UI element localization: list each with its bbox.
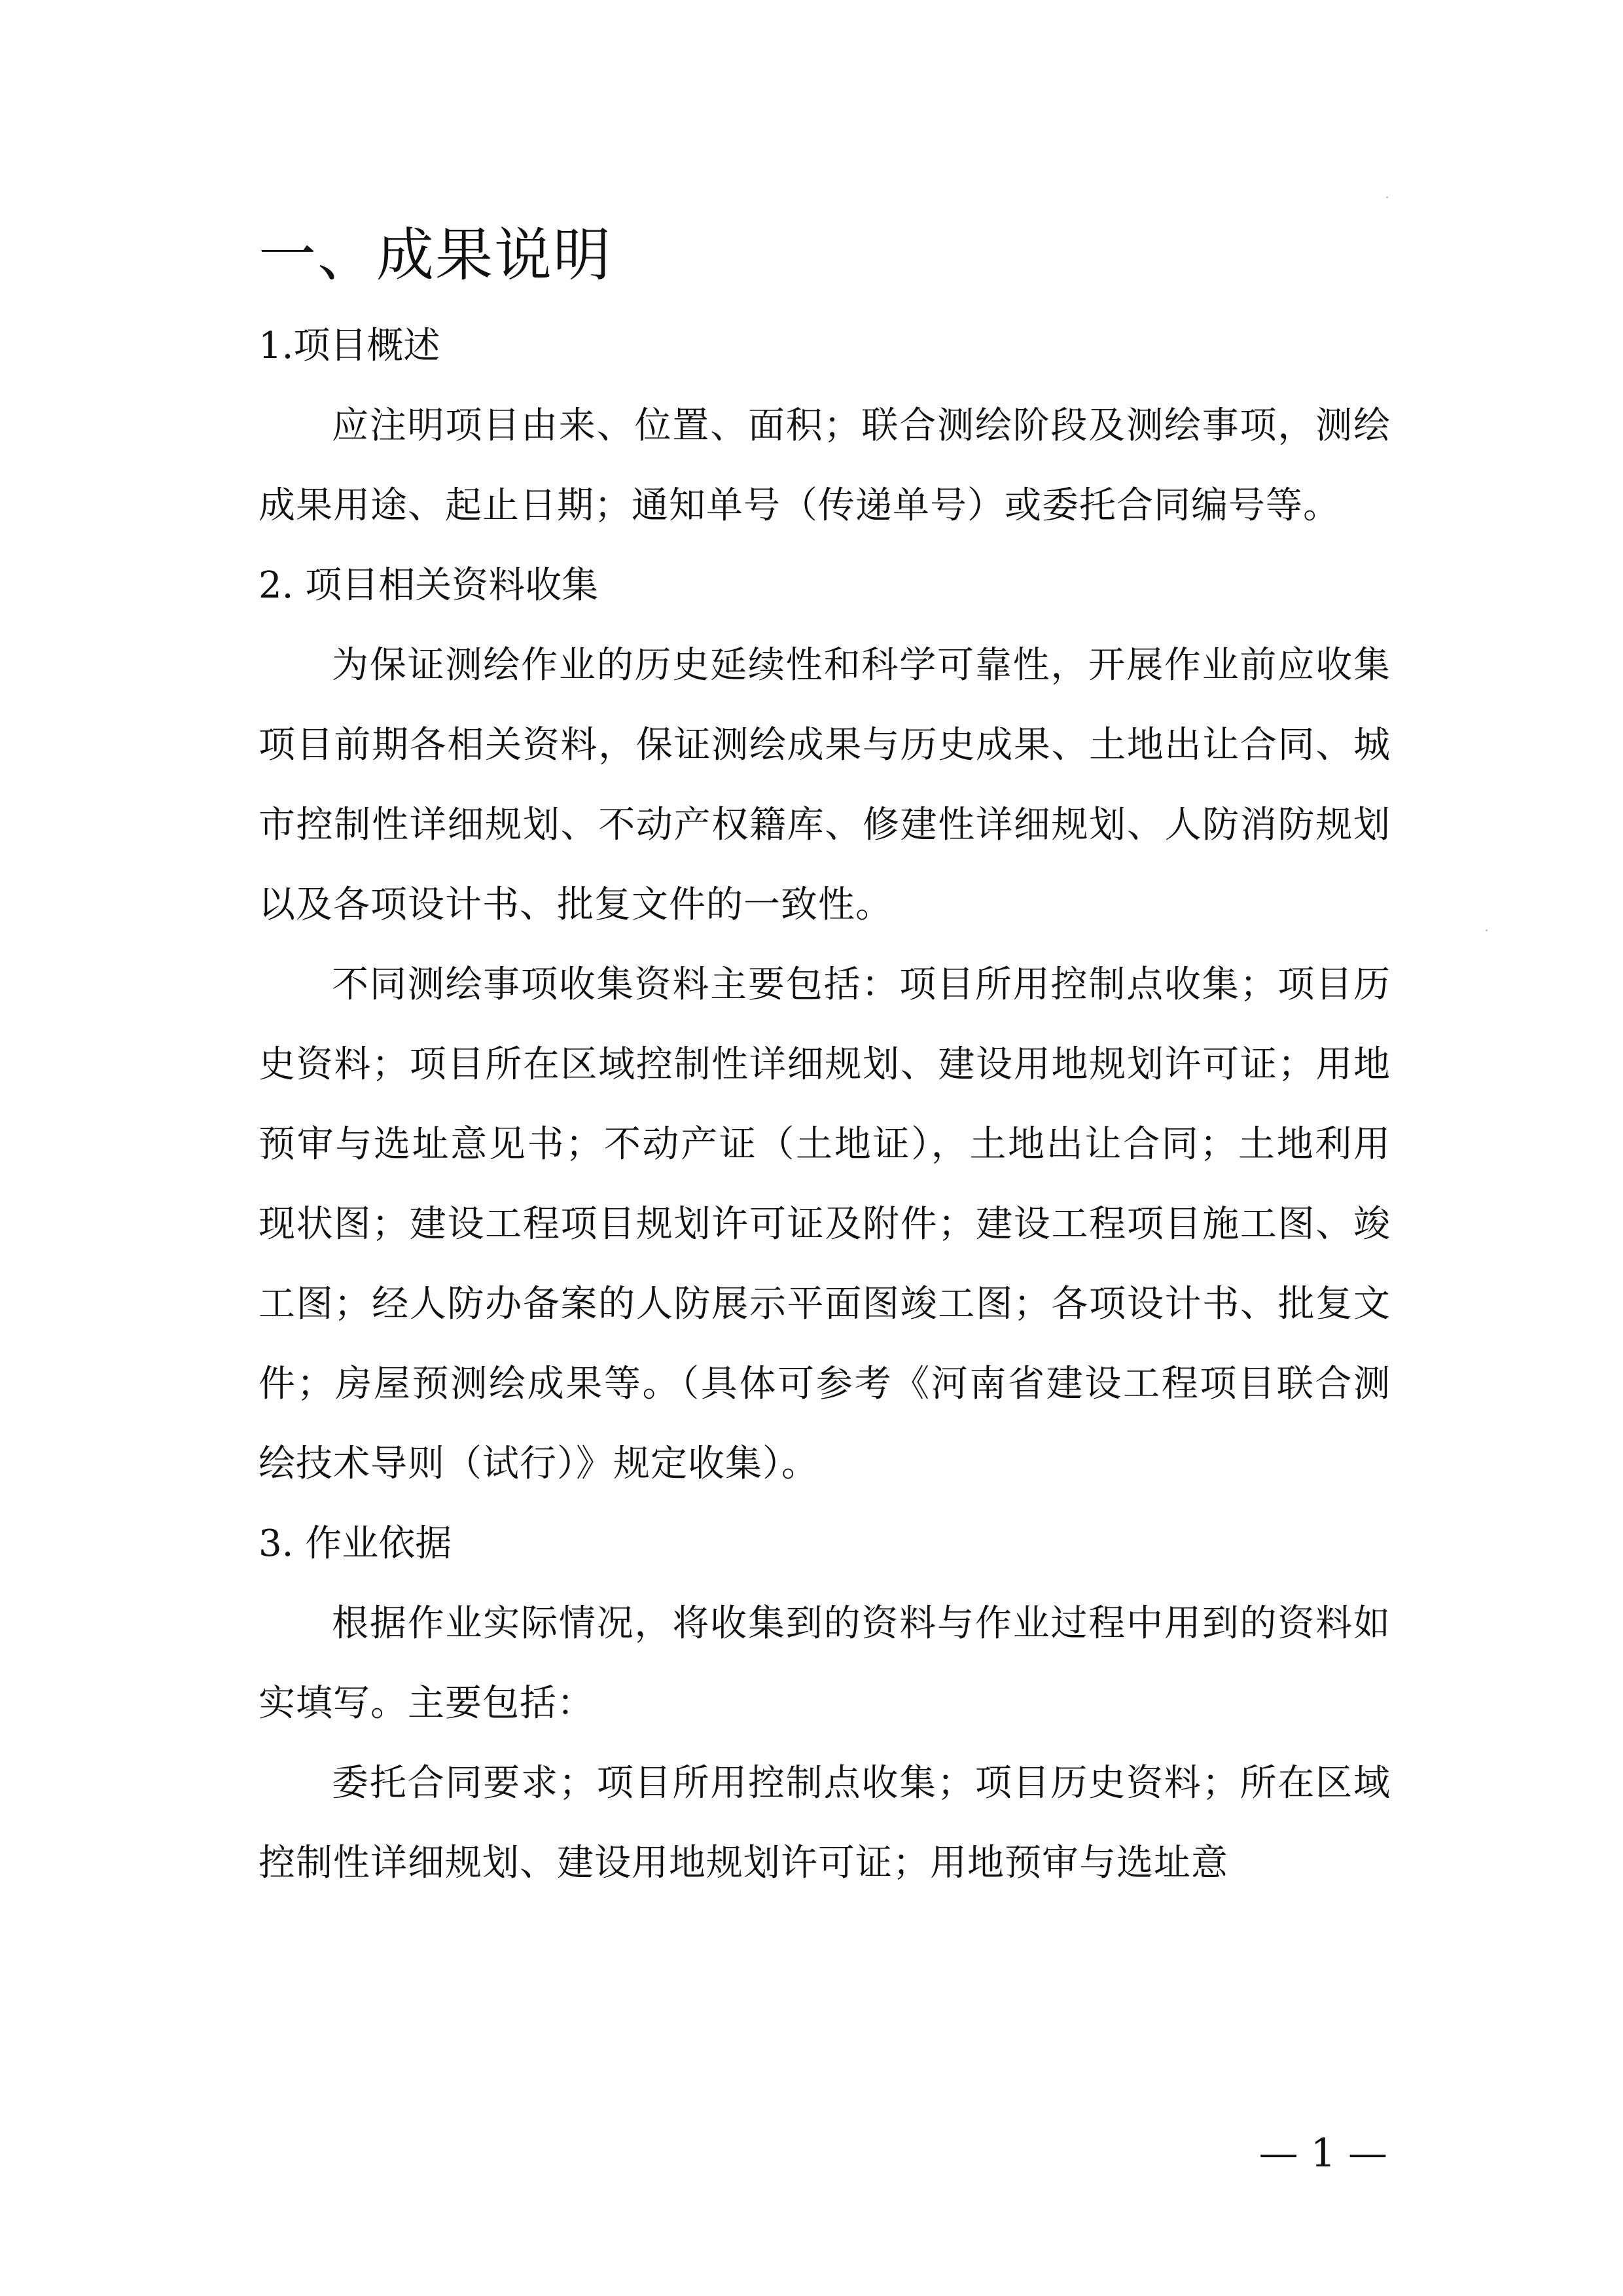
- scan-speck-dot: [1386, 196, 1388, 198]
- section-heading: 3. 作业依据: [259, 1522, 452, 1565]
- section-heading: 2. 项目相关资料收集: [259, 564, 599, 607]
- body-paragraph: 委托合同要求；项目所用控制点收集；项目历史资料；所在区域控制性详细规划、建设用地规划许可证；用地预审与选址意: [259, 1762, 1391, 1884]
- section-heading: 1.项目概述: [259, 325, 440, 367]
- section-title: 一、成果说明: [259, 221, 613, 289]
- body-paragraph: 应注明项目由来、位置、面积；联合测绘阶段及测绘事项，测绘成果用途、起止日期；通知单号（传递单号）或委托合同编号等。: [259, 404, 1391, 527]
- body-paragraph: 不同测绘事项收集资料主要包括：项目所用控制点收集；项目历史资料；项目所在区域控制性详细规划、建设用地规划许可证；用地预审与选址意见书；不动产证（土地证），土地出让合同；土地利用现状图；建设工程项目规划许可证及附件；建设工程项目施工图、竣工图；经人防办备案的人防展示平面图竣工图；各项设计书、批复文件；房屋预测绘成果等。（具体可参考《河南省建设工程项目联合测绘技术导则（试行）》规定收集）。: [259, 963, 1391, 1485]
- section-project-overview: [259, 306, 1391, 546]
- page-number: — 1 —: [1258, 2130, 1387, 2176]
- body-paragraph: 根据作业实际情况，将收集到的资料与作业过程中用到的资料如实填写。主要包括：: [259, 1602, 1391, 1725]
- body-paragraph: 为保证测绘作业的历史延续性和科学可靠性，开展作业前应收集项目前期各相关资料，保证测绘成果与历史成果、土地出让合同、城市控制性详细规划、不动产权籍库、修建性详细规划、人防消防规划以及各项设计书、批复文件的一致性。: [259, 644, 1391, 926]
- section-data-collection: [259, 546, 1391, 1504]
- scan-speck-dot: [1486, 929, 1488, 931]
- page-content: [259, 216, 1391, 1903]
- section-work-basis: [259, 1504, 1391, 1903]
